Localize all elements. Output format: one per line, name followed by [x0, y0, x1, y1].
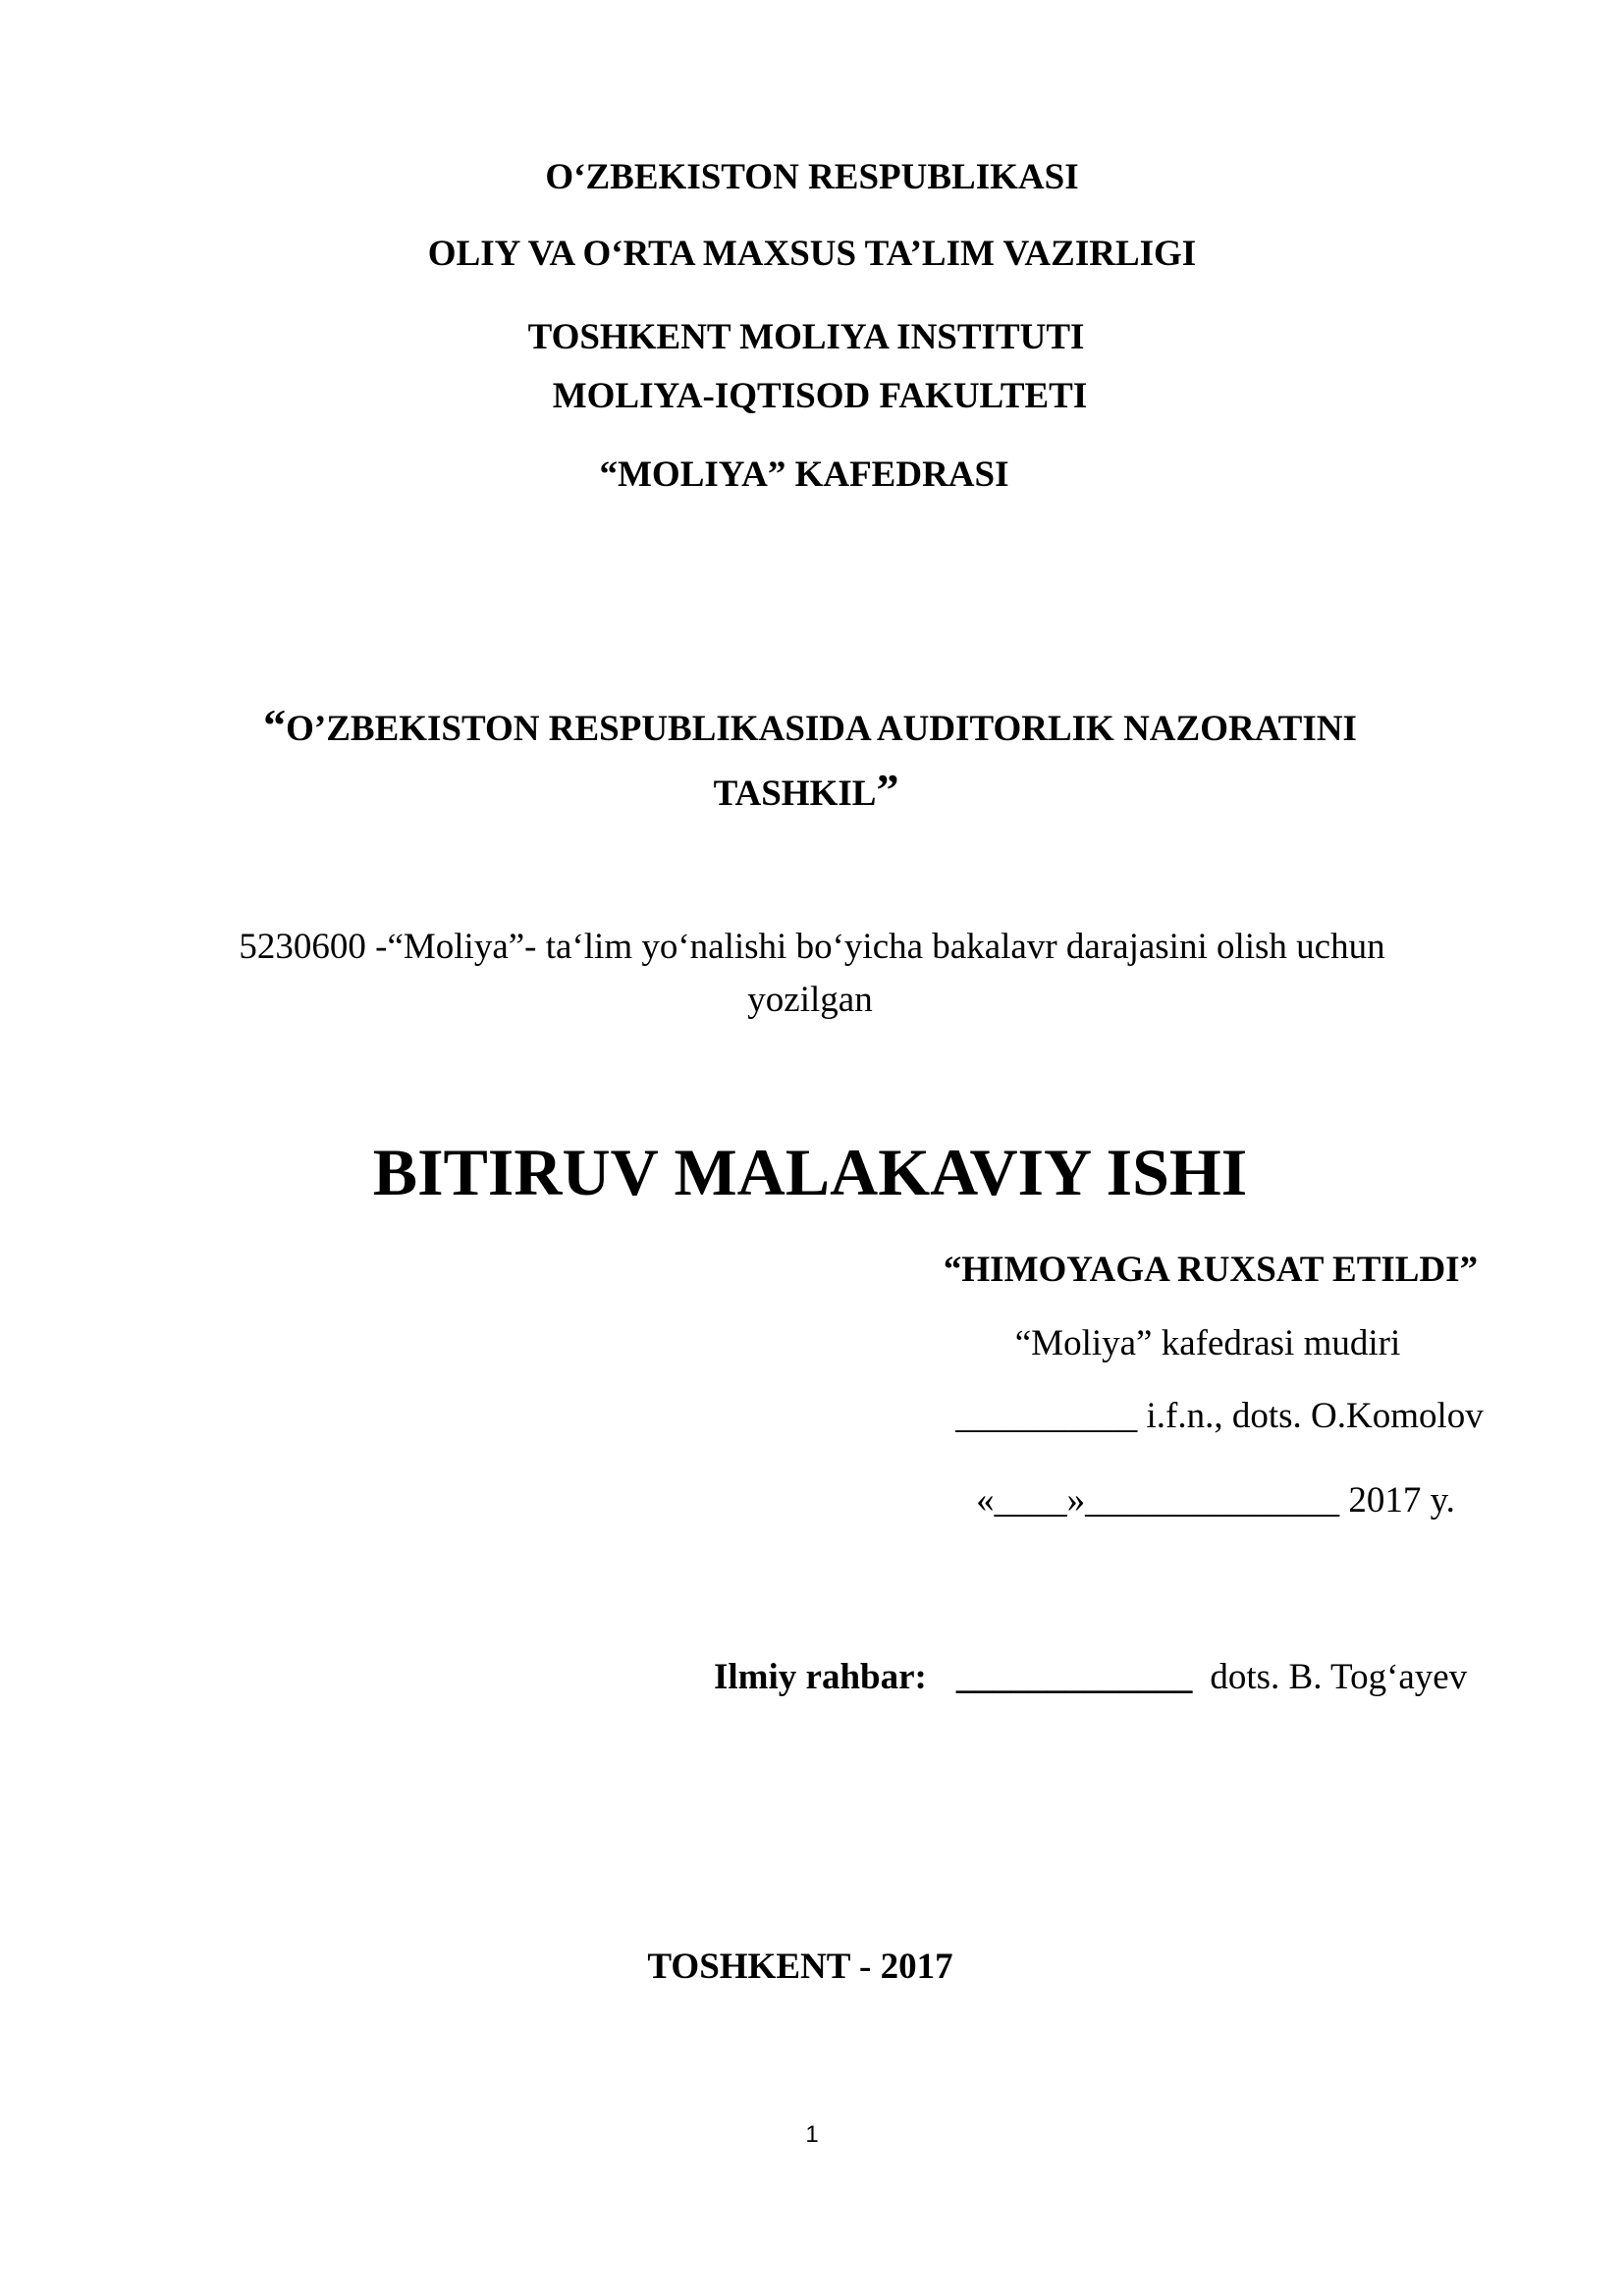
- page-number: 1: [805, 2121, 819, 2148]
- department-line: “MOLIYA” KAFEDRASI: [599, 454, 1009, 495]
- advisor-label: Ilmiy rahbar:: [714, 1657, 927, 1697]
- approval-title: “HIMOYAGA RUXSAT ETILDI”: [943, 1250, 1479, 1290]
- topic-line-1: [0, 700, 1622, 750]
- topic-close-quote: ”: [876, 765, 899, 815]
- topic-text-2: TASHKIL: [713, 774, 877, 814]
- subtitle-line-1: 5230600 -“Moliya”- ta‘lim yo‘nalishi bo‘yicha bakalavr darajasini olish uchun: [239, 927, 1385, 967]
- document-title: BITIRUV MALAKAVIY ISHI: [372, 1135, 1248, 1209]
- city-year: TOSHKENT - 2017: [647, 1947, 953, 1987]
- faculty-line: MOLIYA-IQTISOD FAKULTETI: [552, 376, 1088, 416]
- country-line: O‘ZBEKISTON RESPUBLIKASI: [545, 157, 1079, 197]
- institute-line: TOSHKENT MOLIYA INSTITUTI: [527, 317, 1085, 357]
- topic-open-quote: “: [263, 700, 287, 750]
- subtitle-line-2: yozilgan: [747, 980, 873, 1020]
- approval-date-line: «____»______________ 2017 y.: [976, 1480, 1455, 1521]
- approval-position: “Moliya” kafedrasi mudiri: [1014, 1323, 1401, 1363]
- ministry-line: OLIY VA O‘RTA MAXSUS TA’LIM VAZIRLIGI: [427, 234, 1197, 274]
- advisor-name: dots. B. Tog‘ayev: [1210, 1657, 1468, 1697]
- advisor-signature-blank: _____________: [955, 1657, 1193, 1697]
- approval-signature-line: __________ i.f.n., dots. O.Komolov: [955, 1396, 1484, 1436]
- scientific-advisor: [714, 1659, 1467, 1695]
- topic-text-1: O’ZBEKISTON RESPUBLIKASIDA AUDITORLIK NAZORATINI: [286, 709, 1357, 749]
- topic-line-2: [0, 765, 1618, 815]
